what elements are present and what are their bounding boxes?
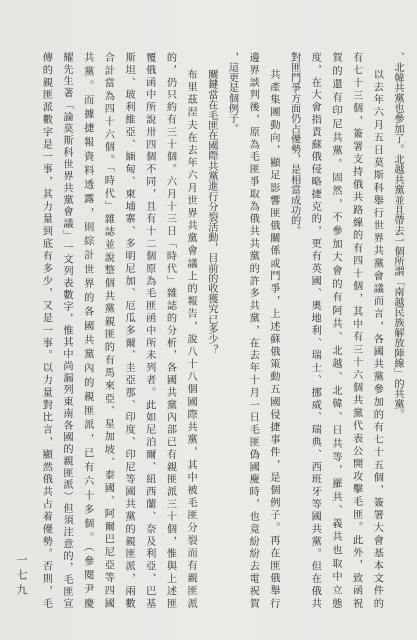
text-column: 、北韓共黨也參加了。北越共黨並且帶去一個所謂「南越民族解放陣線」的共黨。	[392, 52, 403, 420]
text-column: ，這更是個例子。	[226, 52, 238, 134]
text-column: 耀先生著「論莫斯科世界共黨會議」一文列表數字，惟其中尚漏列東南各國的親匪派）但須注意的，毛匪宣	[61, 52, 72, 608]
text-column: 關鍵當在毛匪在國際共黨進行分裂活動，目前的收獲究已多少？	[205, 69, 217, 355]
text-column: 共產集團動向，顯足影響匪俄關係或鬥爭，上述蘇俄策動五國侵捷事件，是個例子。再在匪俄舉行	[267, 69, 279, 608]
text-column: 布里茲涅夫在去年六月世界共黨會議上的報告，說八十八個國際共黨，其中被毛匪分裂而有親匪派	[185, 69, 197, 608]
text-column: 有七十三個，簽署支持俄共路線的有四十個，其中有三十六個共黨代表公開攻擊毛匪。此外，致函祝	[350, 52, 362, 608]
text-column: 合計當為四十六個。「時代」雜誌並說整個共黨親匪的有馬來亞、星加坡、泰國、阿爾巴尼亞等四國	[102, 52, 114, 608]
page-number: 一七九	[15, 554, 28, 599]
text-column: 傳的親匪派數字是一事，其力量到底有多少，又是一事。以力量對比言，顯然俄共占着優勢。否則，毛	[40, 52, 52, 608]
text-column: 斯坦、玻利維亞、緬甸、柬埔寨、多明尼加、厄瓜多爾、圭亞那、印度、印尼等國共黨的親匪派，兩數	[123, 52, 135, 608]
text-column: 賀的還有印尼共黨。固然，不參加大會的有阿共、北越、北韓、日共等，羅共、義共也取中立態	[329, 52, 341, 608]
text-column: 覆俄函中所說卅四個不同，且有十二個原為毛匪函中所未列者。此如尼泊爾、紐西蘭、奈及利亞、巴基	[143, 52, 155, 608]
text-column: 的，仍只約有三十個。六月十三日「時代」雜誌的分析，各國共黨內部已有親匪派三十個，惟與上述匪	[164, 52, 176, 608]
text-column: 邊界談判後，原為毛匪爭取為俄共共黨的許多共黨，在去年十月一日毛匪偽國慶時，也竟紛紛去電祝賀	[247, 52, 259, 608]
text-column: 共黨。而據捷報資料透露，則綜計世界的各國共黨內的親匪派，已有六十多個。（參閱尹慶	[81, 52, 93, 608]
text-column: 度，在大會指責蘇俄侵略捷克的，更有英國、奧地利、瑞士、挪威、瑞典、西班牙等國共黨。但在俄共	[309, 52, 321, 608]
text-column: 以去年六月五日莫斯科舉行世界共黨會議而言，各國共黨參加的有七十五個，簽署大會基本文件的	[371, 69, 383, 608]
body-text	[34, 52, 407, 608]
text-column: 對匪鬥爭方面仍占優勢，是相當成功的。	[288, 52, 300, 236]
